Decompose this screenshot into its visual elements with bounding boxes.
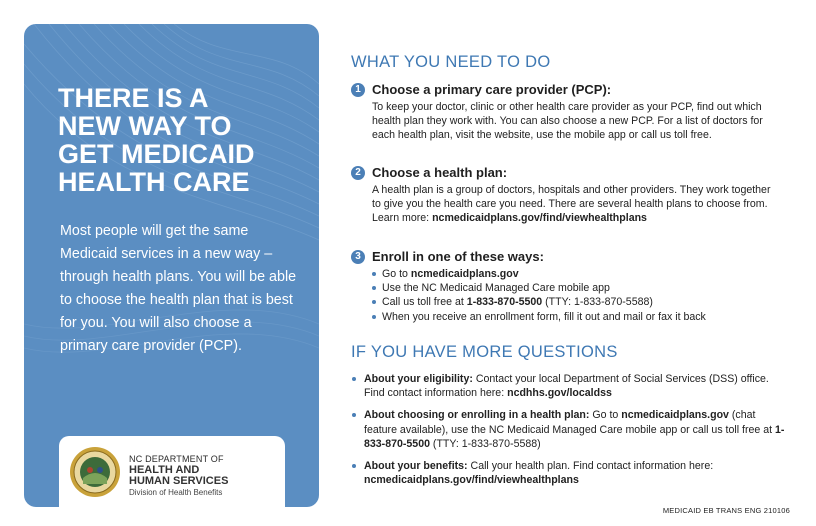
phone-number[interactable]: 1-833-870-5500 <box>364 423 785 450</box>
step-number-badge: 1 <box>351 83 365 97</box>
intro-text: Most people will get the same Medicaid services in a new way – through health plans. You will be able to choose the health plan that is best for you. You will also choose a primary care provider (PCP). <box>60 223 297 354</box>
item-text: Go to <box>589 409 622 422</box>
dept-line-4: Division of Health Benefits <box>129 488 223 497</box>
localdss-link[interactable]: ncdhhs.gov/localdss <box>507 387 612 400</box>
item-text: (TTY: 1-833-870-5588) <box>429 437 541 450</box>
step-title: Enroll in one of these ways: <box>372 249 544 264</box>
step-2 <box>351 165 791 245</box>
list-item <box>351 459 786 487</box>
dept-line-3: HUMAN SERVICES <box>129 475 229 487</box>
step-number-badge: 3 <box>351 250 365 264</box>
item-text: (TTY: 1-833-870-5588) <box>542 296 653 309</box>
step-title: Choose a health plan: <box>372 165 508 180</box>
step-body <box>372 183 782 226</box>
headline-line: GET MEDICAID <box>58 139 255 169</box>
website-link[interactable]: ncmedicaidplans.gov <box>621 409 729 422</box>
item-text: Contact your local Department of Social Services (DSS) office. Find contact information here: <box>364 373 769 400</box>
item-text: When you receive an enrollment form, fill it out and mail or fax it back <box>382 310 706 323</box>
step-number-badge: 2 <box>351 166 365 180</box>
enroll-methods-list <box>372 267 792 324</box>
list-item <box>372 267 792 281</box>
item-text: Call your health plan. Find contact information here: <box>467 460 714 473</box>
ncdhhs-logo-card <box>59 436 285 507</box>
headline-line: THERE IS A <box>58 83 209 113</box>
step-body-text: A health plan is a group of doctors, hospitals and other providers. They work together to give you the health care you need. There are several health plans to choose from. Learn more: <box>372 184 771 225</box>
list-item <box>372 281 792 295</box>
document-code: MEDICAID EB TRANS ENG 210106 <box>662 506 790 515</box>
list-item <box>351 372 786 400</box>
intro-panel <box>24 24 319 507</box>
item-lead: About your benefits: <box>364 460 468 473</box>
dept-line-2: HEALTH AND <box>129 464 200 476</box>
section-title-todo: WHAT YOU NEED TO DO <box>351 53 551 71</box>
list-item <box>372 295 792 309</box>
step-1 <box>351 82 791 162</box>
questions-list <box>351 372 786 495</box>
item-text: Go to <box>382 268 411 280</box>
state-seal-icon <box>69 446 121 498</box>
phone-number[interactable]: 1-833-870-5500 <box>466 296 543 309</box>
list-item <box>351 408 786 451</box>
item-text: Use the NC Medicaid Managed Care mobile app <box>382 282 610 295</box>
step-title: Choose a primary care provider (PCP): <box>372 82 612 97</box>
headline <box>58 84 308 196</box>
department-name <box>129 454 228 498</box>
headline-line: HEALTH CARE <box>58 167 250 197</box>
item-text: Call us toll free at <box>382 296 467 309</box>
item-lead: About choosing or enrolling in a health plan: <box>364 409 590 422</box>
health-plans-link[interactable]: ncmedicaidplans.gov/find/viewhealthplans <box>364 474 579 487</box>
health-plans-link[interactable]: ncmedicaidplans.gov/find/viewhealthplans <box>432 212 647 225</box>
website-link[interactable]: ncmedicaidplans.gov <box>410 268 519 280</box>
item-lead: About your eligibility: <box>364 373 473 385</box>
step-body: To keep your doctor, clinic or other health care provider as your PCP, find out which health plan they work with. You can also choose a new PCP. For a list of doctors for each health plan, visit the website, use the mobile app or call us toll free. <box>372 101 763 142</box>
item-text: (chat feature available), use the NC Medicaid Managed Care mobile app or call us toll free at <box>364 409 776 436</box>
section-title-questions: IF YOU HAVE MORE QUESTIONS <box>351 343 618 361</box>
step-3 <box>351 249 791 329</box>
dept-line-1: NC DEPARTMENT OF <box>129 454 224 464</box>
headline-line: NEW WAY TO <box>58 111 232 141</box>
list-item <box>372 310 792 324</box>
